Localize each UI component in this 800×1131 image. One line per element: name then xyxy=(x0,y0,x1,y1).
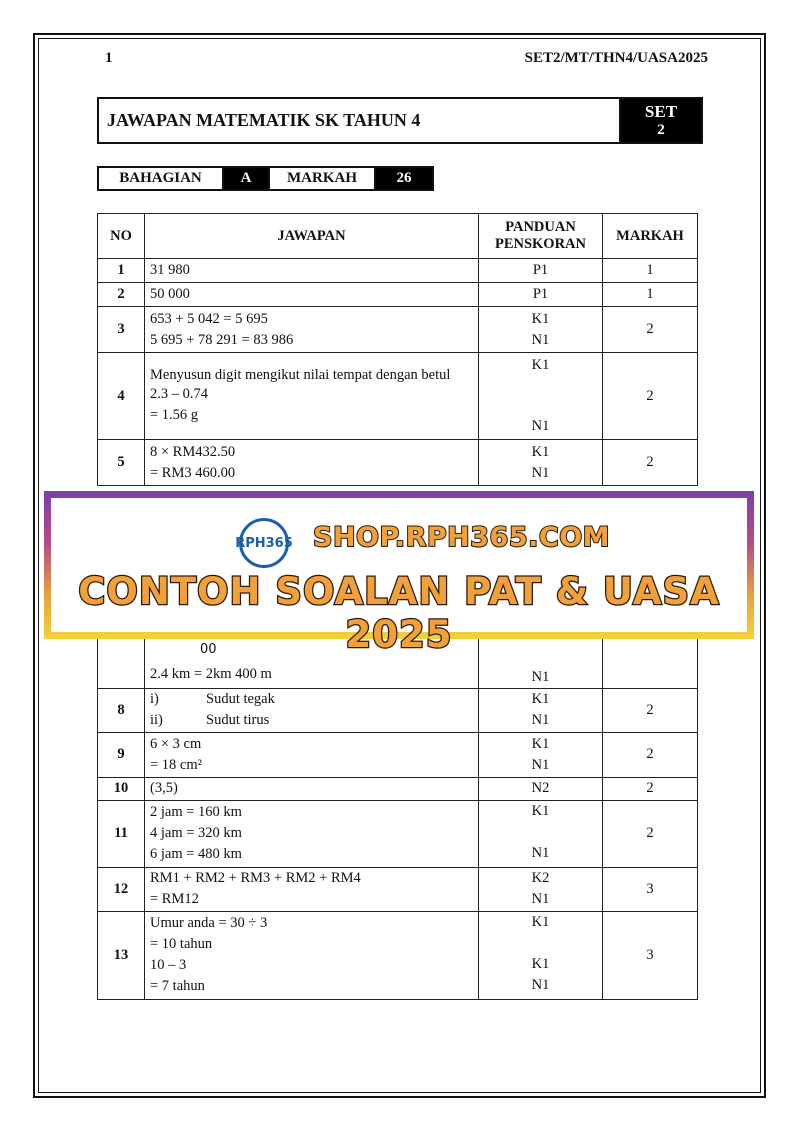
guide-line: K1 xyxy=(531,955,550,972)
answer-line: 6 jam = 480 km xyxy=(150,846,242,862)
answer-line: Umur anda = 30 ÷ 3 xyxy=(150,915,268,931)
guide-line: N1 xyxy=(531,668,550,685)
table-row xyxy=(98,777,698,800)
answer-line: = 1.56 g xyxy=(150,407,199,423)
row-guide: P1 xyxy=(479,259,603,283)
row-guide xyxy=(479,867,603,911)
header-guide-line2: PENSKORAN xyxy=(494,236,587,252)
guide-line: N1 xyxy=(531,844,550,861)
answer-line: 2 jam = 160 km xyxy=(150,804,242,820)
answer-line: 4 jam = 320 km xyxy=(150,825,242,841)
guide-line: N1 xyxy=(531,756,550,773)
row-answer xyxy=(145,440,479,486)
table-header-row xyxy=(98,214,698,259)
guide-line: N1 xyxy=(531,712,550,728)
answer-line: 653 + 5 042 = 5 695 xyxy=(150,310,268,327)
row-no: 12 xyxy=(98,867,145,911)
section-info xyxy=(97,166,434,191)
row-no: 10 xyxy=(98,777,145,800)
answer-line: = 10 tahun xyxy=(150,936,213,952)
answer-line xyxy=(150,689,473,710)
header-guide xyxy=(479,214,603,259)
answer-line: = RM12 xyxy=(150,891,199,907)
row-mark: 1 xyxy=(603,283,698,307)
row-mark: 2 xyxy=(603,440,698,486)
guide-line: N1 xyxy=(531,464,550,481)
row-mark: 1 xyxy=(603,259,698,283)
banner-headline: CONTOH SOALAN PAT & UASA 2025 xyxy=(78,570,720,656)
row-guide xyxy=(479,440,603,486)
section-value: A xyxy=(224,168,268,189)
guide-line: K1 xyxy=(531,802,550,819)
answer-line: = 7 tahun xyxy=(150,978,205,994)
table-row xyxy=(98,440,698,486)
row-mark: 3 xyxy=(603,911,698,999)
header-answer: JAWAPAN xyxy=(145,214,479,259)
row-answer xyxy=(145,307,479,353)
table-row xyxy=(98,800,698,867)
header-guide-line1: PANDUAN xyxy=(505,219,576,235)
table-row xyxy=(98,353,698,440)
answer-line: 6 × 3 cm xyxy=(150,735,202,752)
table-row xyxy=(98,911,698,999)
row-mark: 2 xyxy=(603,732,698,777)
answer-line: Menyusun digit mengikut nilai tempat dengan betul xyxy=(150,367,451,383)
shop-url-text: SHOP.RPH365.COM xyxy=(313,522,611,553)
document-code: SET2/MT/THN4/UASA2025 xyxy=(524,50,708,66)
row-guide xyxy=(479,688,603,732)
row-mark: 2 xyxy=(603,800,698,867)
row-no: 5 xyxy=(98,440,145,486)
table-row xyxy=(98,867,698,911)
document-title: JAWAPAN MATEMATIK SK TAHUN 4 xyxy=(99,99,621,142)
row-answer xyxy=(145,732,479,777)
answer-line: 5 695 + 78 291 = 83 986 xyxy=(150,331,294,348)
row-mark: 3 xyxy=(603,867,698,911)
row-guide xyxy=(479,800,603,867)
answer-line: = 18 cm² xyxy=(150,756,202,773)
row-guide xyxy=(479,307,603,353)
row-no: 13 xyxy=(98,911,145,999)
row-no: 11 xyxy=(98,800,145,867)
title-box xyxy=(97,97,703,144)
row-no: 2 xyxy=(98,283,145,307)
header-mark: MARKAH xyxy=(603,214,698,259)
table-row xyxy=(98,307,698,353)
guide-line: K1 xyxy=(531,357,550,373)
row-answer xyxy=(145,800,479,867)
page-number: 1 xyxy=(105,50,113,66)
roman-numeral: i) xyxy=(150,691,159,707)
row-guide xyxy=(479,732,603,777)
answer-table-bottom xyxy=(97,636,698,1000)
section-label: BAHAGIAN xyxy=(99,168,224,189)
guide-line: K1 xyxy=(531,913,550,930)
guide-line: K1 xyxy=(531,443,550,460)
row-no: 9 xyxy=(98,732,145,777)
guide-line: K1 xyxy=(531,310,550,327)
guide-line: K2 xyxy=(531,870,550,886)
row-answer: 31 980 xyxy=(145,259,479,283)
row-no: 8 xyxy=(98,688,145,732)
answer-line xyxy=(150,710,473,731)
guide-line: N1 xyxy=(531,976,550,993)
rph365-logo-icon: RPH365 xyxy=(239,518,289,568)
row-no: 3 xyxy=(98,307,145,353)
set-value: 2 xyxy=(657,121,665,138)
answer-line: 2.4 km = 2km 400 m xyxy=(150,665,272,682)
guide-line: N1 xyxy=(531,418,550,434)
row-no: 4 xyxy=(98,353,145,440)
row-guide: N2 xyxy=(479,777,603,800)
table-row xyxy=(98,283,698,307)
row-guide xyxy=(479,911,603,999)
answer-line: = RM3 460.00 xyxy=(150,464,236,481)
table-row xyxy=(98,688,698,732)
guide-line: N1 xyxy=(531,331,550,348)
answer-line: 00 xyxy=(200,641,217,657)
row-guide xyxy=(479,353,603,440)
answer-line: 8 × RM432.50 xyxy=(150,443,236,460)
row-no: 1 xyxy=(98,259,145,283)
row-answer xyxy=(145,353,479,440)
guide-line: K1 xyxy=(531,691,550,707)
answer-line: 2.3 – 0.74 xyxy=(150,386,208,402)
row-mark: 2 xyxy=(603,353,698,440)
mark-value: 26 xyxy=(376,168,432,189)
row-answer: 50 000 xyxy=(145,283,479,307)
table-row xyxy=(98,732,698,777)
set-label: SET xyxy=(644,101,678,121)
answer-text: Sudut tegak xyxy=(206,691,275,707)
answer-table-top xyxy=(97,213,698,486)
row-answer xyxy=(145,911,479,999)
answer-text: Sudut tirus xyxy=(206,712,270,728)
mark-label: MARKAH xyxy=(268,168,376,189)
row-mark: 2 xyxy=(603,688,698,732)
row-answer: (3,5) xyxy=(145,777,479,800)
row-mark: 2 xyxy=(603,307,698,353)
row-mark: 2 xyxy=(603,777,698,800)
answer-line: RM1 + RM2 + RM3 + RM2 + RM4 xyxy=(150,870,361,886)
row-answer xyxy=(145,688,479,732)
table-row xyxy=(98,259,698,283)
guide-line: K1 xyxy=(531,735,550,752)
set-badge xyxy=(621,99,701,142)
answer-line: 10 – 3 xyxy=(150,957,187,973)
roman-numeral: ii) xyxy=(150,712,163,728)
row-answer xyxy=(145,867,479,911)
guide-line: N1 xyxy=(531,891,550,907)
row-guide: P1 xyxy=(479,283,603,307)
header-no: NO xyxy=(98,214,145,259)
